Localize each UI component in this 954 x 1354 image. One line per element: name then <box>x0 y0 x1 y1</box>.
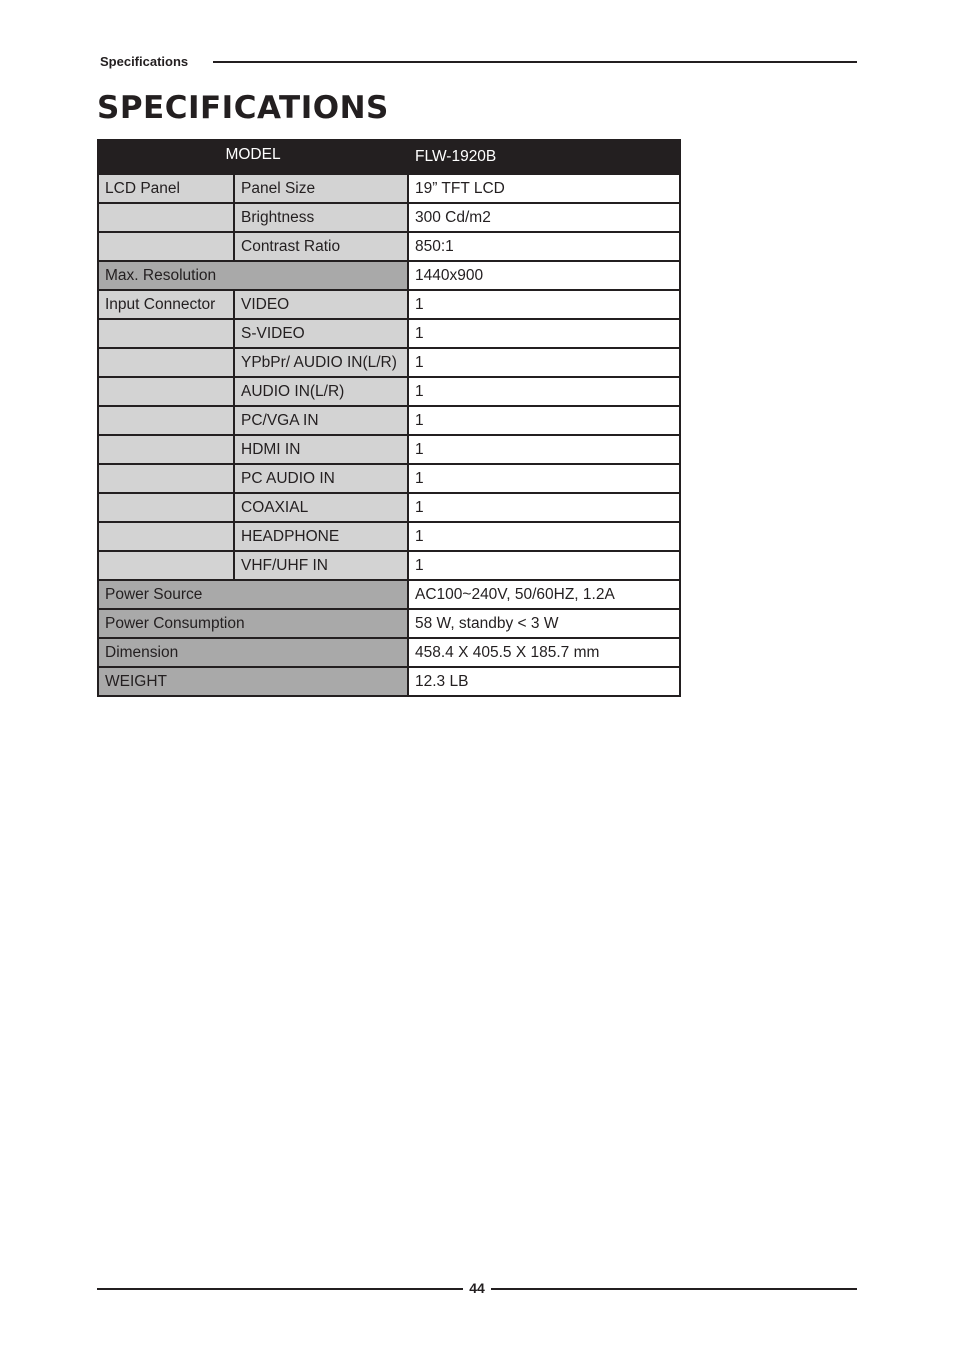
spec-row <box>98 435 680 464</box>
spec-row <box>98 580 680 609</box>
spec-row <box>98 667 680 696</box>
spec-row <box>98 493 680 522</box>
spec-value: 1 <box>408 290 680 319</box>
spec-item: HDMI IN <box>234 435 408 464</box>
spec-category <box>98 406 234 435</box>
spec-category: WEIGHT <box>98 667 408 696</box>
spec-item: VIDEO <box>234 290 408 319</box>
page-number: 44 <box>469 1280 485 1296</box>
spec-value: 1 <box>408 406 680 435</box>
spec-category <box>98 377 234 406</box>
spec-item: AUDIO IN(L/R) <box>234 377 408 406</box>
spec-row <box>98 406 680 435</box>
spec-row <box>98 464 680 493</box>
header-section-label: Specifications <box>100 54 189 69</box>
spec-category <box>98 232 234 261</box>
spec-row <box>98 203 680 232</box>
footer-divider-right <box>491 1288 857 1290</box>
spec-row <box>98 174 680 203</box>
spec-category <box>98 203 234 232</box>
spec-category: Power Consumption <box>98 609 408 638</box>
footer-divider-left <box>97 1288 463 1290</box>
spec-value: 1 <box>408 377 680 406</box>
specifications-table-body <box>98 140 680 696</box>
spec-category <box>98 522 234 551</box>
spec-category <box>98 464 234 493</box>
spec-row <box>98 232 680 261</box>
spec-category <box>98 435 234 464</box>
spec-value: 1 <box>408 464 680 493</box>
spec-value: 458.4 X 405.5 X 185.7 mm <box>408 638 680 667</box>
spec-category <box>98 551 234 580</box>
spec-item: Panel Size <box>234 174 408 203</box>
spec-row <box>98 377 680 406</box>
spec-value: 1440x900 <box>408 261 680 290</box>
spec-item: PC AUDIO IN <box>234 464 408 493</box>
spec-value: 300 Cd/m2 <box>408 203 680 232</box>
spec-row <box>98 261 680 290</box>
spec-row <box>98 638 680 667</box>
model-value: FLW-1920B <box>408 140 680 174</box>
spec-value: 850:1 <box>408 232 680 261</box>
spec-category: Power Source <box>98 580 408 609</box>
spec-row <box>98 319 680 348</box>
specifications-table <box>97 139 681 697</box>
spec-row <box>98 522 680 551</box>
spec-value: AC100~240V, 50/60HZ, 1.2A <box>408 580 680 609</box>
spec-category: Dimension <box>98 638 408 667</box>
spec-value: 1 <box>408 348 680 377</box>
spec-value: 1 <box>408 522 680 551</box>
spec-category <box>98 319 234 348</box>
spec-category: Input Connector <box>98 290 234 319</box>
page-title: SPECIFICATIONS <box>97 90 389 126</box>
spec-item: VHF/UHF IN <box>234 551 408 580</box>
spec-category: LCD Panel <box>98 174 234 203</box>
spec-item: COAXIAL <box>234 493 408 522</box>
model-header-row <box>98 140 680 174</box>
spec-item: HEADPHONE <box>234 522 408 551</box>
spec-item: S-VIDEO <box>234 319 408 348</box>
spec-item: PC/VGA IN <box>234 406 408 435</box>
spec-category: Max. Resolution <box>98 261 408 290</box>
spec-value: 1 <box>408 435 680 464</box>
spec-category <box>98 348 234 377</box>
spec-row <box>98 348 680 377</box>
header-divider <box>213 61 857 63</box>
model-label: MODEL <box>98 140 408 174</box>
spec-value: 1 <box>408 493 680 522</box>
spec-value: 1 <box>408 551 680 580</box>
spec-row <box>98 609 680 638</box>
spec-row <box>98 551 680 580</box>
spec-item: Brightness <box>234 203 408 232</box>
spec-item: Contrast Ratio <box>234 232 408 261</box>
spec-row <box>98 290 680 319</box>
spec-item: YPbPr/ AUDIO IN(L/R) <box>234 348 408 377</box>
spec-value: 58 W, standby < 3 W <box>408 609 680 638</box>
spec-value: 12.3 LB <box>408 667 680 696</box>
spec-value: 19” TFT LCD <box>408 174 680 203</box>
spec-value: 1 <box>408 319 680 348</box>
spec-category <box>98 493 234 522</box>
